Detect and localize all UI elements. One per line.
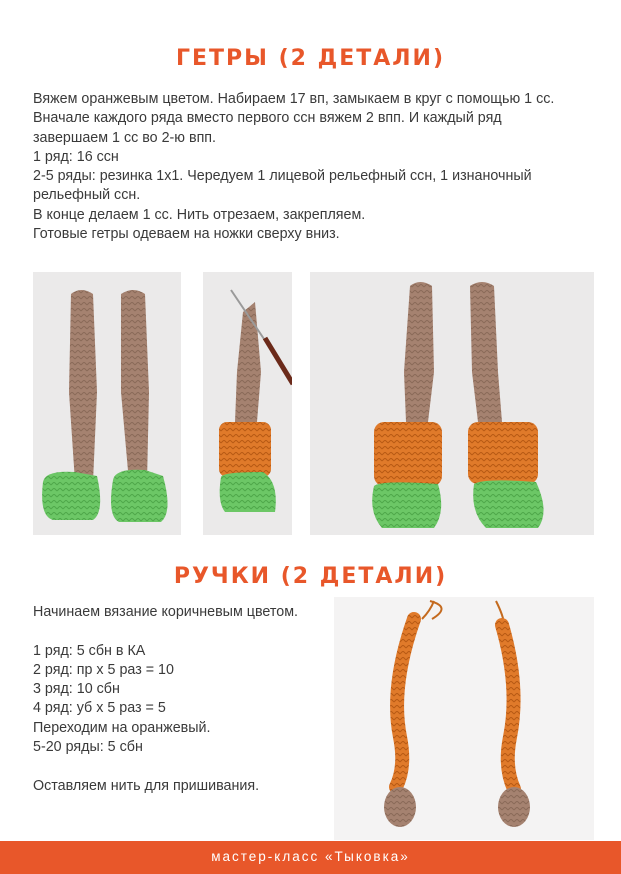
section-title-arms: РУЧКИ (2 ДЕТАЛИ) xyxy=(173,564,448,589)
instruction-line: Вяжем оранжевым цветом. Набираем 17 вп, замыкаем в круг с помощью 1 сс. xyxy=(33,91,555,107)
instruction-line: 2-5 ряды: резинка 1х1. Чередуем 1 лицевой рельефный ссн, 1 изнаночный xyxy=(33,168,532,185)
instruction-line: Вначале каждого ряда вместо первого ссн вяжем 2 впп. И каждый ряд xyxy=(33,110,502,127)
instruction-line: Начинаем вязание коричневым цветом. xyxy=(33,604,298,620)
instruction-line: рельефный ссн. xyxy=(33,187,141,204)
section-title-gaiters: ГЕТРЫ (2 ДЕТАЛИ) xyxy=(175,46,446,71)
photo-leg-with-hook xyxy=(203,272,292,535)
instruction-line: 2 ряд: пр х 5 раз = 10 xyxy=(33,661,174,678)
instruction-line: 1 ряд: 5 сбн в КА xyxy=(33,642,146,659)
photo-legs xyxy=(33,272,181,535)
instruction-line: 1 ряд: 16 ссн xyxy=(33,148,119,165)
gaiters-instructions xyxy=(33,90,593,244)
instruction-line: 5-20 ряды: 5 сбн xyxy=(33,739,143,756)
instruction-line: завершаем 1 сс во 2-ю впп. xyxy=(33,129,217,146)
instruction-line: 4 ряд: уб х 5 раз = 5 xyxy=(33,700,166,717)
instruction-line: Оставляем нить для пришивания. xyxy=(33,777,260,794)
instruction-line: Готовые гетры одеваем на ножки сверху вниз. xyxy=(33,226,340,243)
instruction-line: 3 ряд: 10 сбн xyxy=(33,681,120,698)
instruction-line: Переходим на оранжевый. xyxy=(33,719,211,736)
blank-line xyxy=(33,622,333,641)
photo-arms xyxy=(334,597,594,840)
arms-instructions xyxy=(33,603,333,796)
footer-banner: мастер-класс «Тыковка» xyxy=(0,841,621,874)
blank-line xyxy=(33,757,333,776)
instruction-line: В конце делаем 1 сс. Нить отрезаем, закрепляем. xyxy=(33,206,366,223)
photo-legs-with-gaiters xyxy=(310,272,594,535)
